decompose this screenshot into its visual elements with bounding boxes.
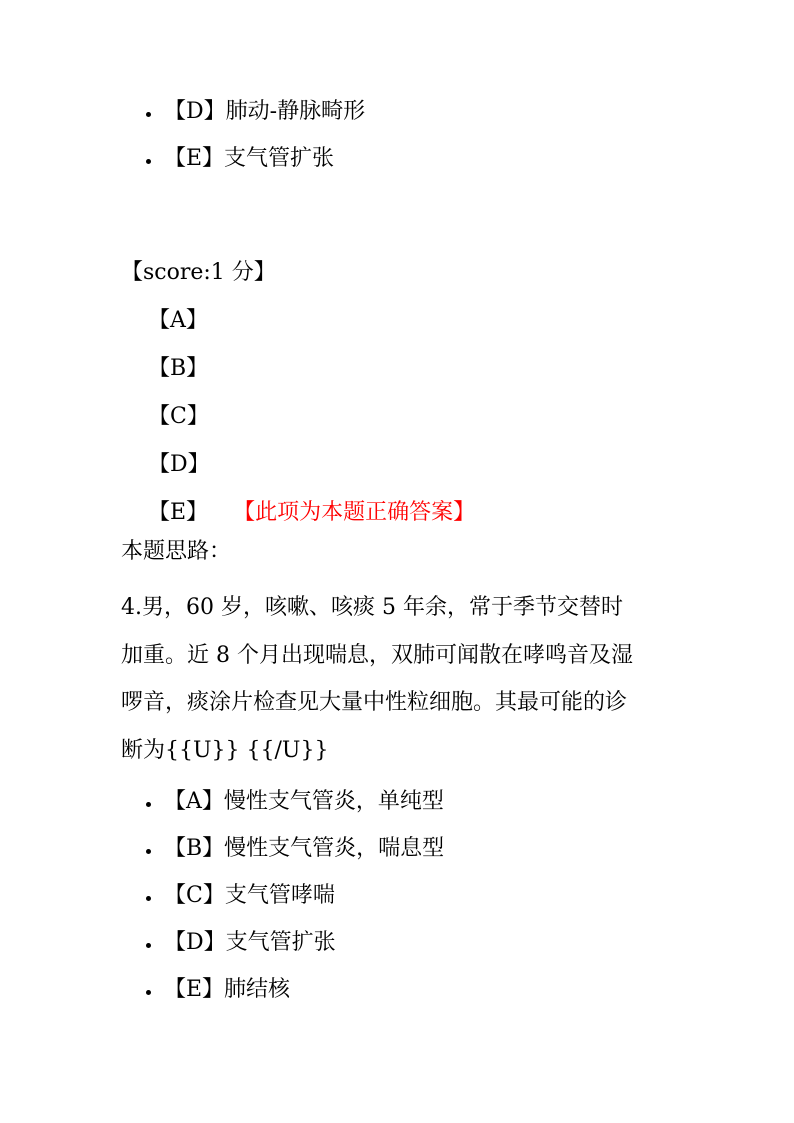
question-line: 4.男，60 岁，咳嗽、咳痰 5 年余，常于季节交替时 — [121, 595, 623, 620]
answer-label: 【E】 — [148, 500, 209, 525]
correct-answer-mark: 【此项为本题正确答案】 — [244, 500, 476, 525]
option-label: 【E】支气管扩张 — [164, 146, 335, 171]
question-line: 啰音，痰涂片检查见大量中性粒细胞。其最可能的诊 — [121, 690, 628, 715]
explanation-label: 本题思路： — [121, 539, 232, 564]
answer-list — [148, 306, 475, 546]
bullet-icon — [146, 159, 151, 164]
answer-item — [148, 402, 475, 450]
option-label: 【E】肺结核 — [164, 977, 291, 1002]
answer-item — [148, 354, 475, 402]
option-label: 【C】支气管哮喘 — [164, 883, 335, 908]
bullet-icon — [146, 849, 151, 854]
question-line: 加重。近 8 个月出现喘息，双肺可闻散在哮鸣音及湿 — [121, 642, 633, 668]
question-line: 断为{{U}} {{/U}} — [121, 737, 329, 763]
bullet-icon — [146, 943, 151, 948]
bullet-icon — [146, 896, 151, 901]
option-label: 【D】肺动-静脉畸形 — [164, 99, 366, 124]
option-label: 【B】慢性支气管炎，喘息型 — [164, 836, 445, 861]
bullet-icon — [146, 990, 151, 995]
option-label: 【A】慢性支气管炎，单纯型 — [164, 789, 444, 814]
score-label: 【score:1 分】 — [121, 260, 276, 285]
answer-label: 【B】 — [148, 356, 209, 381]
answer-item — [148, 450, 475, 498]
question-text — [121, 584, 681, 774]
bullet-icon — [146, 802, 151, 807]
option-label: 【D】支气管扩张 — [164, 930, 336, 955]
answer-label: 【D】 — [148, 452, 210, 477]
answer-item — [148, 306, 475, 354]
answer-label: 【A】 — [148, 308, 208, 333]
bullet-icon — [146, 112, 151, 117]
answer-label: 【C】 — [148, 404, 209, 429]
